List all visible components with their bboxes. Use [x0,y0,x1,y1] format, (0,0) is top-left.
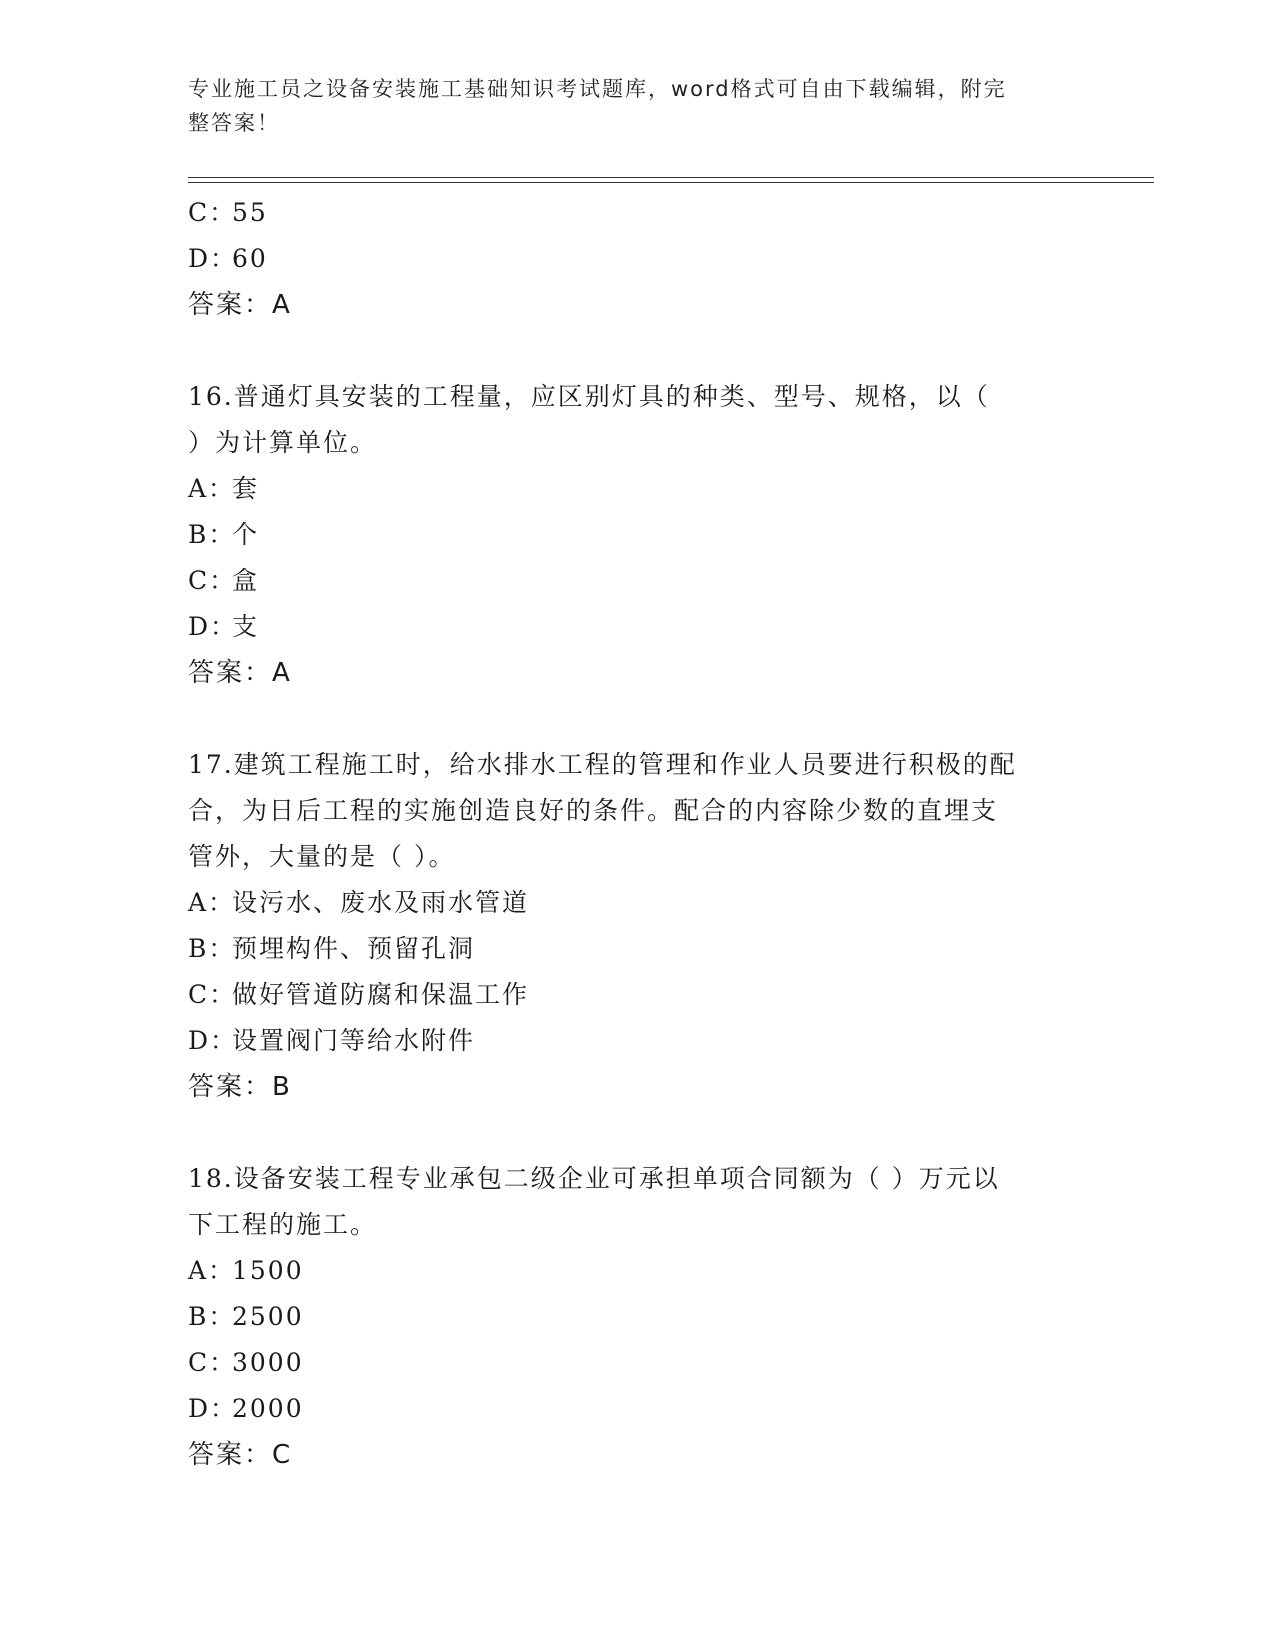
option-key: C： [188,980,237,1009]
option-key: D： [188,244,238,273]
option-b [188,512,1088,558]
option-key: A： [188,888,236,917]
question-continued [188,190,1088,328]
option-text: 个 [232,520,260,549]
question-list [188,190,1088,1478]
option-text: 设污水、废水及雨水管道 [232,888,530,917]
option-text: 设置阀门等给水附件 [232,1026,476,1055]
spacer [188,1110,1088,1156]
option-key: D： [188,612,238,641]
option-a [188,466,1088,512]
option-text: 支 [232,612,260,641]
option-text: 1500 [232,1256,304,1285]
option-b [188,926,1088,972]
option-c [188,190,1088,236]
option-text: 3000 [232,1348,304,1377]
option-text: 2000 [232,1394,304,1423]
spacer [188,328,1088,374]
question-stem-line-2: 下工程的施工。 [188,1210,378,1239]
option-c [188,972,1088,1018]
question-stem-line-3: 管外，大量的是（ ）。 [188,842,456,871]
header-line-1: 专业施工员之设备安装施工基础知识考试题库，word格式可自由下载编辑，附完 [188,77,1007,101]
question-stem-line-2: ）为计算单位。 [188,428,378,457]
option-text: 预埋构件、预留孔洞 [232,934,476,963]
option-d [188,236,1088,282]
header-line-2: 整答案！ [188,111,280,135]
question-17 [188,742,1088,1110]
option-key: B： [188,1302,236,1331]
option-d [188,604,1088,650]
option-key: A： [188,474,236,503]
option-d [188,1386,1088,1432]
question-stem-line-1: 18.设备安装工程专业承包二级企业可承担单项合同额为（ ）万元以 [188,1164,1000,1193]
answer: 答案：B [188,1072,292,1102]
option-text: 60 [232,244,268,273]
question-18 [188,1156,1088,1478]
option-key: D： [188,1026,238,1055]
header-rule-bottom [188,182,1154,183]
option-b [188,1294,1088,1340]
header-rule-top [188,177,1154,178]
option-key: C： [188,566,237,595]
option-text: 做好管道防腐和保温工作 [232,980,530,1009]
option-text: 55 [232,198,268,227]
option-c [188,558,1088,604]
option-a [188,1248,1088,1294]
option-d [188,1018,1088,1064]
option-key: C： [188,1348,237,1377]
question-stem-line-1: 16.普通灯具安装的工程量，应区别灯具的种类、型号、规格，以（ [188,382,990,411]
option-a [188,880,1088,926]
option-c [188,1340,1088,1386]
option-key: C： [188,198,237,227]
answer: 答案：A [188,658,292,688]
option-key: A： [188,1256,236,1285]
page-header [188,72,1078,140]
question-stem-line-2: 合，为日后工程的实施创造良好的条件。配合的内容除少数的直埋支 [188,796,999,825]
question-stem-line-1: 17.建筑工程施工时，给水排水工程的管理和作业人员要进行积极的配 [188,750,1017,779]
option-text: 盒 [232,566,260,595]
answer: 答案：A [188,290,292,320]
answer: 答案：C [188,1440,293,1470]
question-16 [188,374,1088,696]
option-text: 2500 [232,1302,304,1331]
spacer [188,696,1088,742]
option-key: D： [188,1394,238,1423]
option-key: B： [188,520,236,549]
option-text: 套 [232,474,260,503]
option-key: B： [188,934,236,963]
